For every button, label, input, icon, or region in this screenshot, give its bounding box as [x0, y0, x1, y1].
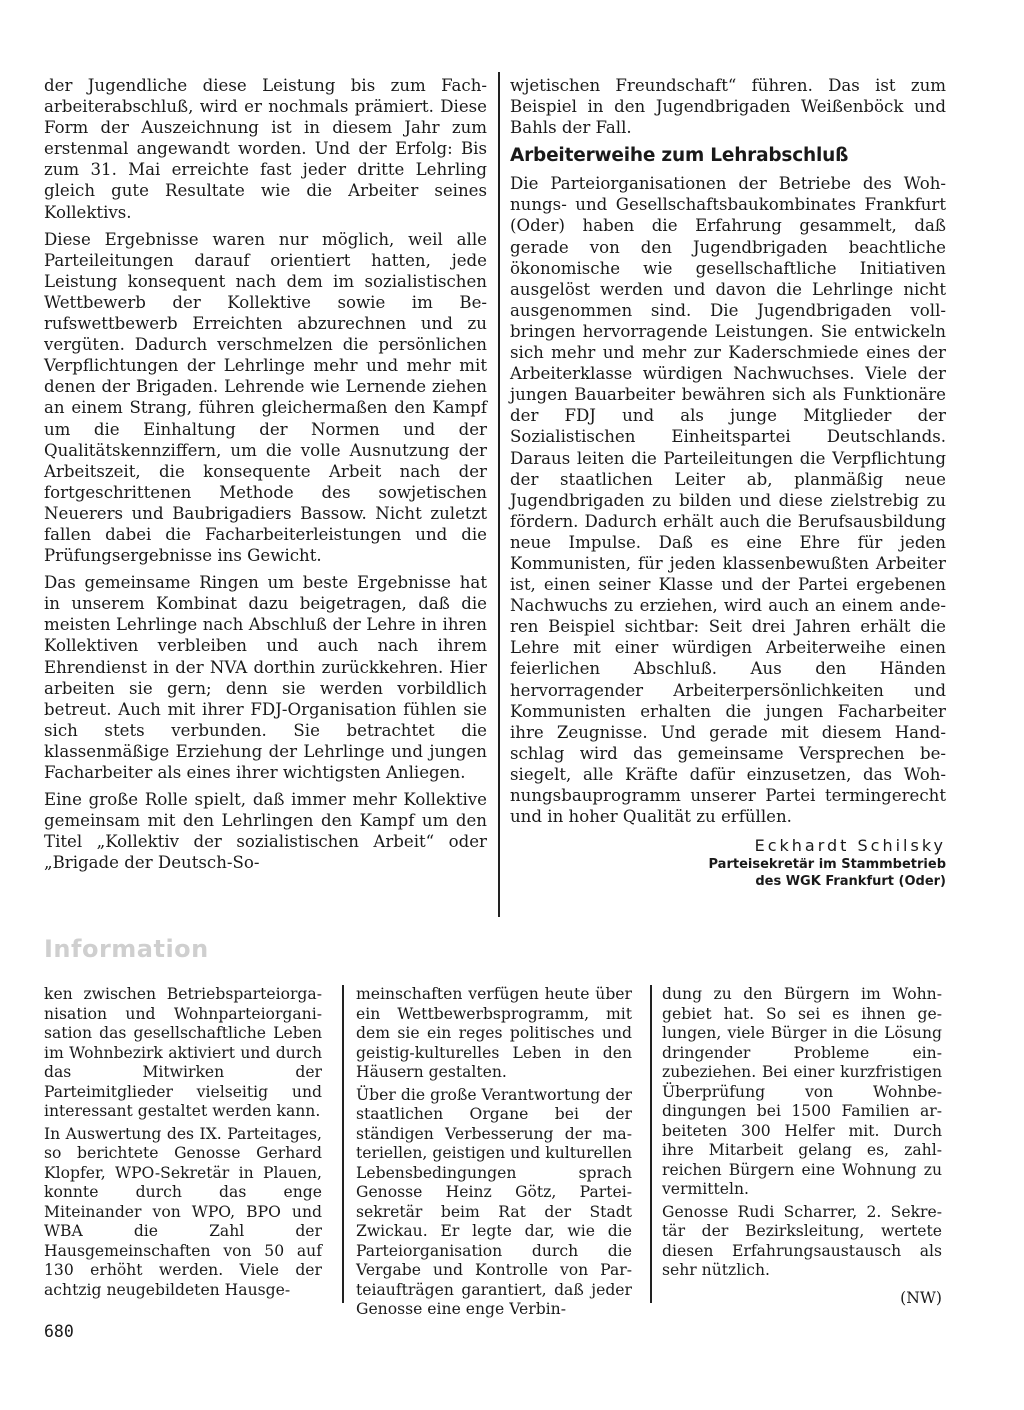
article-paragraph: Das gemeinsame Ringen um beste Ergebnisse hat in unserem Kombinat dazu beigetragen, daß die meisten Lehrlinge nach Abschluß der Lehre in ihren Kollektiven verbleiben und auch nach ihrem Ehrendienst in der NVA dorthin zurückkehren. Hier arbeiten sie gern; denn sie werden vorbildlich betreut. Auch mit ihrer FDJ-Organisation fühlen sie sich stets verbunden. Sie betrachtet die klassenmäßige Erziehung der Lehrlinge und jungen Facharbeiter als eines ihrer wichtigsten Anliegen.: [44, 573, 487, 782]
author-name: Eckhardt Schilsky: [754, 836, 946, 856]
article-paragraph: Eine große Rolle spielt, daß immer mehr Kollektive gemeinsam mit den Lehrlingen den Kampf um den Titel „Kollektiv der sozialistischen Arbeit“ oder „Brigade der Deutsch-So-: [44, 790, 487, 873]
section-heading: Arbeiterweihe zum Lehrabschluß: [510, 145, 849, 167]
information-column-3: [662, 985, 942, 1308]
information-column-1: [44, 985, 322, 1303]
information-paragraph: Genosse Rudi Scharrer, 2. Sekretär der Bezirksleitung, wertete diesen Erfahrungsaustausch als sehr nützlich.: [662, 1202, 942, 1279]
information-section-label: Information: [44, 935, 209, 963]
article-left-column: [44, 75, 487, 873]
article-paragraph: Die Parteiorganisationen der Betriebe des Wohnungs- und Gesellschaftsbaukombinates Frankfurt (Oder) haben die Erfahrung gesammelt, daß gerade von den Jugendbrigaden beachtliche ökonomische wie gesellschaftliche Initiativen ausgelöst werden und davon die Lehrlinge nicht ausgenommen sind. Die Jugendbrigaden vollbringen hervorragende Leistungen. Sie entwickeln sich mehr und mehr zur Kaderschmiede eines der Arbeiterklasse würdigen Nachwuchses. Viele der jungen Bauarbeiter bewähren sich als Funktionäre der FDJ und als junge Mitglieder der Sozialistischen Einheitspartei Deutschlands. Daraus leiten die Parteileitungen die Verpflichtung der staatlichen Leiter ab, planmäßig neue Jugendbrigaden zu bilden und diese zielstrebig zu fördern. Dadurch erhält auch die Berufsausbildung neue Impulse. Daß es eine Ehre für jeden Kommunisten, für jeden klassenbewußten Arbeiter ist, einen seiner Klasse und der Partei ergebenen Nachwuchs zu erziehen, wird auch an einem anderen Beispiel sichtbar: Seit drei Jahren erhält die Lehre mit einer würdigen Arbeiterweihe einen feierlichen Abschluß. Aus den Händen hervorragender Arbeiterpersönlichkeiten und Kommunisten erhalten die jungen Facharbeiter ihre Zeugnisse. Und gerade mit diesem Handschlag wird das gemeinsame Versprechen besiegelt, alle Kräfte dafür einzusetzen, das Wohnungsbauprogramm unserer Partei termingerecht und in hoher Qualität zu erfüllen.: [510, 174, 946, 827]
article-paragraph: Diese Ergebnisse waren nur möglich, weil alle Parteileitungen darauf orientiert hatten, jede Leistung konsequent nach dem im sozialistischen Wettbewerb der Kollektive sowie im Berufswettbewerb Erreichten abzurechnen und zu vergüten. Dadurch verschmelzen die persönlichen Verpflichtungen der Lehrlinge mehr und mehr mit denen der Brigaden. Lehrende wie Lernende ziehen an einem Strang, führen gleichermaßen den Kampf um die Einhaltung der Normen und der Qualitätskennziffern, um die volle Ausnutzung der Arbeitszeit, die konsequente Arbeit nach der fortgeschrittenen Methode des sowjetischen Neuerers und Baubrigadiers Bassow. Nicht zuletzt fallen dabei die Facharbeiterleistungen und die Prüfungsergebnisse ins Gewicht.: [44, 229, 487, 566]
information-paragraph: In Auswertung des IX. Parteitages, so berichtete Genosse Gerhard Klopfer, WPO-Sekretär in Plauen, konnte durch das enge Miteinander von WPO, BPO und WBA die Zahl der Hausgemeinschaften von 50 auf 130 erhöht werden. Viele der achtzig neugebildeten Hausge-: [44, 1124, 322, 1299]
page-number: 680: [44, 1322, 74, 1341]
column-divider: [650, 985, 652, 1303]
information-paragraph: ken zwischen Betriebsparteiorganisation und Wohnparteiorganisation das gesellschaftliche Leben im Wohnbezirk aktiviert und durch das Mitwirken der Parteimitglieder vielseitig und interessant gestaltet werden kann.: [44, 985, 322, 1120]
article-right-column: [510, 75, 946, 890]
article-paragraph: der Jugendliche diese Leistung bis zum Facharbeiterabschluß, wird er nochmals prämiert. Diese Form der Auszeichnung ist in diesem Jahr zum erstenmal angewandt worden. Und der Erfolg: Bis zum 31. Mai erreichte fast jeder dritte Lehrling gleich gute Resultate wie die Arbeiter seines Kollektivs.: [44, 76, 487, 222]
information-paragraph: dung zu den Bürgern im Wohngebiet hat. So sei es ihnen gelungen, viele Bürger in die Lösung dringender Probleme einzubeziehen. Bei einer kurzfristigen Überprüfung von Wohnbedingungen bei 1500 Familien arbeiteten 300 Helfer mit. Durch ihre Mitarbeit gelang es, zahlreichen Bürgern eine Wohnung zu vermitteln.: [662, 985, 942, 1198]
information-paragraph: Über die große Verantwortung der staatlichen Organe bei der ständigen Verbesserung der materiellen, geistigen und kulturellen Lebensbedingungen sprach Genosse Heinz Götz, Parteisekretär beim Rat der Stadt Zwickau. Er legte dar, wie die Parteiorganisation durch die Vergabe und Kontrolle von Parteiaufträgen garantiert, daß jeder Genosse eine enge Verbin-: [356, 1085, 632, 1318]
information-column-2: [356, 985, 632, 1323]
column-divider: [342, 985, 344, 1303]
author-signature: [510, 835, 946, 890]
information-paragraph: meinschaften verfügen heute über ein Wettbewerbsprogramm, mit dem sie ein reges politisches und geistig-kulturelles Leben in den Häusern gestalten.: [356, 985, 632, 1081]
column-divider: [498, 72, 500, 917]
source-tag: (NW): [900, 1288, 942, 1307]
author-role: Parteisekretär im Stammbetrieb des WGK Frankfurt (Oder): [708, 857, 946, 890]
article-paragraph: wjetischen Freundschaft“ führen. Das ist zum Beispiel in den Jugendbrigaden Weißenböck und Bahls der Fall.: [510, 76, 946, 138]
